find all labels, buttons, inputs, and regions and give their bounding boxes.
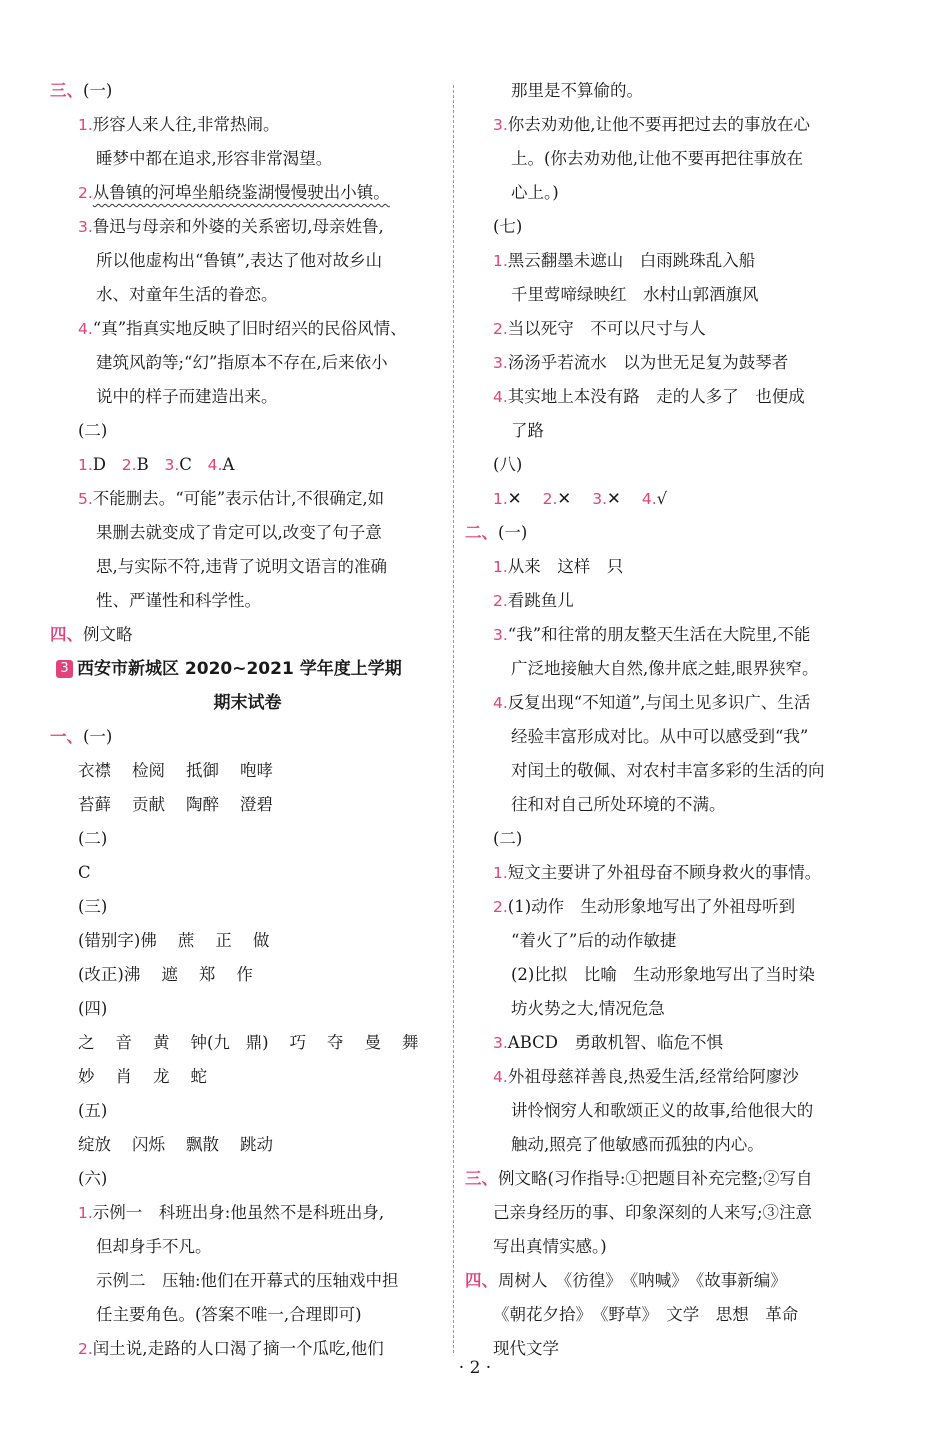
exam-title-line2: 期末试卷 (213, 693, 282, 713)
answer-line: 4.外祖母慈祥善良,热爱生活,经常给阿廖沙 (493, 1067, 799, 1086)
answer-line: 广泛地接触大自然,像井底之蛙,眼界狭窄。 (511, 659, 819, 678)
word-list: 苔藓 贡献 陶醉 澄碧 (78, 795, 273, 814)
section-heading: 二、(一) (465, 523, 528, 542)
answer-line: 2.从鲁镇的河埠坐船绕鉴湖慢慢驶出小镇。 (78, 183, 390, 202)
answer-line: 触动,照亮了他敏感而孤独的内心。 (511, 1135, 764, 1154)
answer-line: 任主要角色。(答案不唯一,合理即可) (96, 1305, 362, 1324)
right-column (465, 74, 860, 1366)
answer-line: 1.形容人来人往,非常热闹。 (78, 115, 280, 134)
answer-line: 经验丰富形成对比。从中可以感受到“我” (511, 727, 809, 746)
answer-line: 水、对童年生活的眷恋。 (96, 285, 278, 304)
subsection-heading: (二) (78, 829, 108, 848)
wavy-underlined-answer: 从鲁镇的河埠坐船绕鉴湖慢慢驶出小镇。 (92, 183, 390, 202)
answer-line: 5.不能删去。“可能”表示估计,不很确定,如 (78, 489, 385, 508)
subsection-heading: (二) (493, 829, 523, 848)
multiple-choice-answers: 1.D 2.B 3.C 4.A (78, 455, 235, 474)
answer-line: 示例二 压轴:他们在开幕式的压轴戏中担 (96, 1271, 399, 1290)
answer-line: 说中的样子而建造出来。 (96, 387, 278, 406)
answer-line: 写出真情实感。) (493, 1237, 607, 1256)
section-heading: 三、例文略(习作指导:①把题目补充完整;②写自 (465, 1169, 813, 1188)
answer-line: 了路 (511, 421, 544, 440)
answer-line: 但却身手不凡。 (96, 1237, 212, 1256)
word-list: 衣襟 检阅 抵御 咆哮 (78, 761, 273, 780)
exam-number-badge: 3 (56, 660, 73, 678)
answer-line: 2.看跳鱼儿 (493, 591, 574, 610)
answer-line: 3.你去劝劝他,让他不要再把过去的事放在心 (493, 115, 811, 134)
answer-line: 现代文学 (493, 1339, 559, 1358)
answer-line: 心上。) (511, 183, 559, 202)
section-heading: 四、周树人 《彷徨》 《呐喊》 《故事新编》 (465, 1271, 787, 1290)
subsection-heading: (二) (78, 421, 108, 440)
exam-title: 3 西安市新城区 2020~2021 学年度上学期 (50, 652, 445, 686)
answer-line: 讲怜悯穷人和歌颂正义的故事,给他很大的 (511, 1101, 814, 1120)
section-heading: 四、例文略 (50, 625, 133, 644)
fill-characters: 妙 肖 龙 蛇 (78, 1067, 207, 1086)
answer-line: 2.当以死守 不可以尺寸与人 (493, 319, 706, 338)
answer-line: 4.反复出现“不知道”,与闰土见多识广、生活 (493, 693, 811, 712)
answer-line: 果删去就变成了肯定可以,改变了句子意 (96, 523, 382, 542)
word-list: 绽放 闪烁 飘散 跳动 (78, 1135, 273, 1154)
section-heading: 三、(一) (50, 81, 113, 100)
column-divider (453, 85, 454, 1353)
true-false-answers: 1.✕ 2.✕ 3.✕ 4.√ (493, 489, 668, 508)
answer-line: 己亲身经历的事、印象深刻的人来写;③注意 (493, 1203, 813, 1222)
answer-line: 3.“我”和往常的朋友整天生活在大院里,不能 (493, 625, 811, 644)
answer-line: (2)比拟 比喻 生动形象地写出了当时染 (511, 965, 815, 984)
page-number: · 2 · (458, 1358, 492, 1378)
answer-line: 睡梦中都在追求,形容非常渴望。 (96, 149, 333, 168)
subsection-heading: (四) (78, 999, 108, 1018)
corrected-characters: (改正)沸 遮 郑 作 (78, 965, 253, 984)
answer-line: 3.ABCD 勇敢机智、临危不惧 (493, 1033, 723, 1052)
answer-line: 往和对自己所处环境的不满。 (511, 795, 726, 814)
wrong-characters: (错别字)佛 蔗 正 做 (78, 931, 270, 950)
answer-line: 1.黑云翻墨未遮山 白雨跳珠乱入船 (493, 251, 756, 270)
subsection-heading: (三) (78, 897, 108, 916)
answer-line: 所以他虚构出“鲁镇”,表达了他对故乡山 (96, 251, 383, 270)
fill-characters: 之 音 黄 钟(九 鼎) 巧 夺 曼 舞 (78, 1033, 419, 1052)
answer-line: 思,与实际不符,违背了说明文语言的准确 (96, 557, 387, 576)
subsection-heading: (八) (493, 455, 523, 474)
answer-line: 建筑风韵等;“幻”指原本不存在,后来依小 (96, 353, 388, 372)
subsection-heading: (五) (78, 1101, 108, 1120)
answer-line: 那里是不算偷的。 (511, 81, 643, 100)
answer-line: 2.(1)动作 生动形象地写出了外祖母听到 (493, 897, 796, 916)
answer-line: 1.从来 这样 只 (493, 557, 624, 576)
answer-line: 坊火势之大,情况危急 (511, 999, 665, 1018)
answer-line: 3.汤汤乎若流水 以为世无足复为鼓琴者 (493, 353, 789, 372)
answer-line: “着火了”后的动作敏捷 (511, 931, 677, 950)
answer-line: 千里莺啼绿映红 水村山郭酒旗风 (511, 285, 759, 304)
answer-line: 《朝花夕拾》 《野草》 文学 思想 革命 (493, 1305, 799, 1324)
answer-line: 性、严谨性和科学性。 (96, 591, 261, 610)
answer-line: 4.其实地上本没有路 走的人多了 也便成 (493, 387, 805, 406)
answer-line: 对闰土的敬佩、对农村丰富多彩的生活的向 (511, 761, 825, 780)
answer-line: 1.短文主要讲了外祖母奋不顾身救火的事情。 (493, 863, 822, 882)
subsection-heading: (六) (78, 1169, 108, 1188)
left-column (50, 74, 445, 1366)
answer-line: 2.闰土说,走路的人口渴了摘一个瓜吃,他们 (78, 1339, 384, 1358)
answer-line: C (78, 863, 91, 882)
answer-line: 上。(你去劝劝他,让他不要再把往事放在 (511, 149, 804, 168)
answer-line: 4.“真”指真实地反映了旧时绍兴的民俗风情、 (78, 319, 407, 338)
answer-line: 1.示例一 科班出身:他虽然不是科班出身, (78, 1203, 385, 1222)
section-heading: 一、(一) (50, 727, 113, 746)
subsection-heading: (七) (493, 217, 523, 236)
answer-line: 3.鲁迅与母亲和外婆的关系密切,母亲姓鲁, (78, 217, 384, 236)
